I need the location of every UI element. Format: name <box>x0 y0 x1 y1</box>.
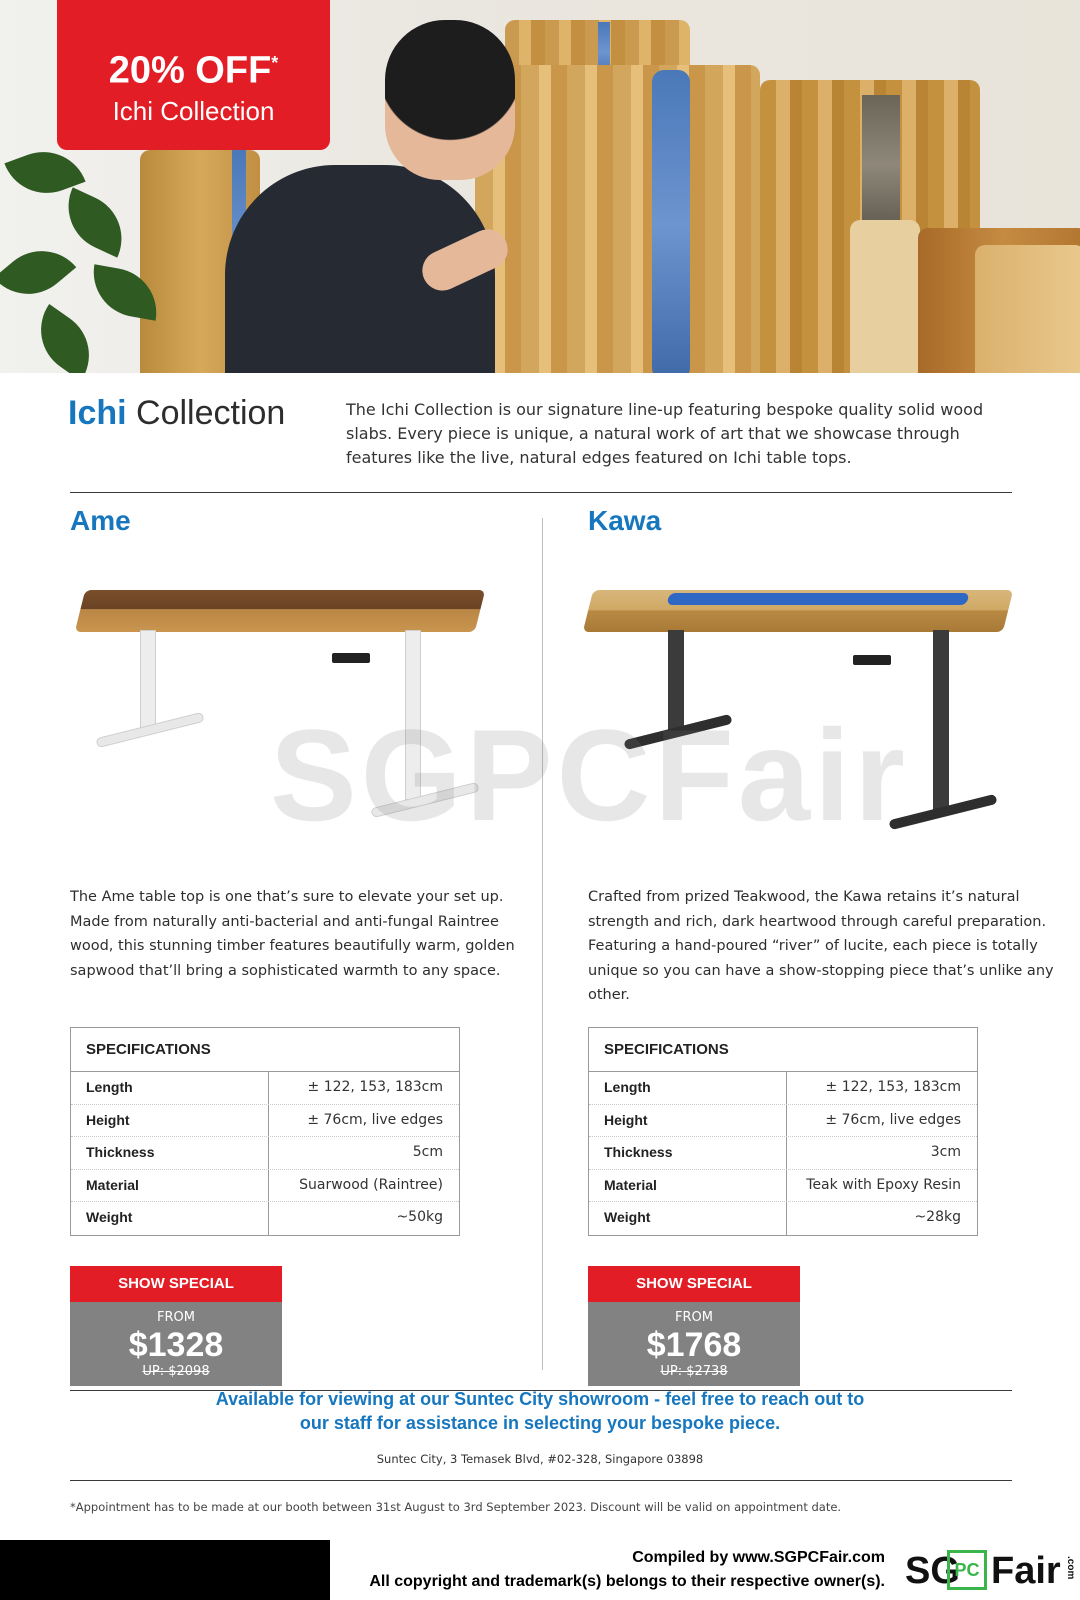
spec-label: Thickness <box>71 1137 269 1169</box>
spec-value: ~50kg <box>396 1209 443 1225</box>
spec-value: 5cm <box>412 1144 443 1160</box>
promo-discount: 20% OFF* <box>108 49 279 92</box>
specifications-header: SPECIFICATIONS <box>589 1028 977 1072</box>
sgpcfair-logo <box>905 1540 1080 1600</box>
collection-title: Ichi Collection <box>68 394 286 432</box>
spec-label: Material <box>589 1170 787 1202</box>
showroom-address: Suntec City, 3 Temasek Blvd, #02-328, Singapore 03898 <box>376 1452 704 1466</box>
show-special-tag: SHOW SPECIAL <box>588 1266 800 1302</box>
availability-line: our staff for assistance in selecting your bespoke piece. <box>299 1413 781 1433</box>
logo-com: .com <box>1065 1556 1076 1580</box>
spec-label: Length <box>71 1072 269 1104</box>
specifications-header: SPECIFICATIONS <box>71 1028 459 1072</box>
desk-foot <box>370 782 479 818</box>
spec-row <box>589 1170 977 1203</box>
column-divider <box>542 518 543 1370</box>
resin-river <box>862 95 900 235</box>
desk-leg <box>405 630 421 800</box>
wood-slab <box>850 220 920 373</box>
price-box <box>70 1302 282 1386</box>
desk-top <box>75 590 485 632</box>
spec-value: ~28kg <box>914 1209 961 1225</box>
desk-leg <box>668 630 684 730</box>
spec-row <box>71 1105 459 1138</box>
divider <box>70 1480 1012 1481</box>
spec-row <box>589 1105 977 1138</box>
spec-label: Weight <box>589 1202 787 1235</box>
show-special-tag: SHOW SPECIAL <box>70 1266 282 1302</box>
price-from: FROM <box>157 1309 195 1325</box>
spec-label: Length <box>589 1072 787 1104</box>
resin-river <box>667 593 970 605</box>
product-name: Kawa <box>588 505 662 536</box>
price-badge <box>70 1266 282 1386</box>
spec-value: ± 122, 153, 183cm <box>825 1079 961 1095</box>
spec-row <box>71 1170 459 1203</box>
spec-value: 3cm <box>930 1144 961 1160</box>
spec-label: Thickness <box>589 1137 787 1169</box>
credit-text <box>330 1546 885 1594</box>
product-name: Ame <box>70 505 131 536</box>
footer-black-bar <box>0 1540 330 1600</box>
product-ame <box>70 505 540 1386</box>
spec-label: Height <box>71 1105 269 1137</box>
availability-line: Available for viewing at our Suntec City showroom - feel free to reach out to <box>215 1389 865 1409</box>
spec-value: ± 76cm, live edges <box>307 1111 443 1128</box>
spec-label: Weight <box>71 1202 269 1235</box>
resin-river <box>652 70 690 373</box>
desk-leg <box>933 630 949 810</box>
spec-value: Suarwood (Raintree) <box>299 1176 443 1193</box>
person-head <box>385 20 515 180</box>
spec-row <box>589 1072 977 1105</box>
desk-leg <box>140 630 156 730</box>
price-badge <box>588 1266 800 1386</box>
price-amount: $1768 <box>646 1325 742 1364</box>
control-panel <box>332 653 370 663</box>
logo-sg: SG <box>905 1550 960 1592</box>
spec-value: Teak with Epoxy Resin <box>806 1176 961 1193</box>
credit-line: Compiled by www.SGPCFair.com <box>632 1549 885 1566</box>
desk-image-ame <box>70 545 540 845</box>
price-from: FROM <box>675 1309 713 1325</box>
plant-leaf <box>54 187 136 257</box>
price-box <box>588 1302 800 1386</box>
promo-collection: Ichi Collection <box>112 95 275 126</box>
divider <box>70 492 1012 493</box>
spec-row <box>589 1137 977 1170</box>
product-description: The Ame table top is one that’s sure to elevate your set up. Made from naturally anti-bacterial and anti-fungal Raintree wood, this stunning timber features beautifully warm, golden sapwood that’ll bring a sophisticated warmth to any space. <box>70 889 515 979</box>
product-description: Crafted from prized Teakwood, the Kawa retains it’s natural strength and rich, dark heartwood through careful preparation. Featuring a hand-poured “river” of lucite, each piece is totally unique so you can have a show-stopping piece that’s unlike any other. <box>588 889 1054 1003</box>
control-panel <box>853 655 891 665</box>
specifications-table <box>70 1027 460 1236</box>
spec-value: ± 76cm, live edges <box>825 1111 961 1128</box>
watermark: SGPCFair <box>270 702 909 848</box>
showroom-availability <box>70 1387 1010 1435</box>
logo-fair: Fair <box>991 1550 1061 1592</box>
plant-leaf <box>23 304 106 373</box>
desk-image-kawa <box>588 545 1058 845</box>
logo-pc: PC <box>947 1550 987 1590</box>
wood-slab <box>975 245 1080 373</box>
spec-row <box>71 1137 459 1170</box>
spec-row <box>71 1202 459 1235</box>
hero-image <box>0 0 1080 373</box>
spec-row <box>589 1202 977 1235</box>
collection-description: The Ichi Collection is our signature line-up featuring bespoke quality solid wood slabs. Every piece is unique, a natural work of art that we showcase through features like the live, natural edges featured on Ichi table tops. <box>346 400 984 467</box>
wood-slab <box>475 65 760 373</box>
original-price: UP: $2098 <box>142 1363 210 1379</box>
price-amount: $1328 <box>128 1325 224 1364</box>
promo-badge <box>57 0 330 150</box>
specifications-table <box>588 1027 978 1236</box>
product-kawa <box>588 505 1058 1386</box>
credit-line: All copyright and trademark(s) belongs to their respective owner(s). <box>369 1573 885 1590</box>
spec-label: Material <box>71 1170 269 1202</box>
appointment-note: *Appointment has to be made at our booth between 31st August to 3rd September 2023. Discount will be valid on appointment date. <box>70 1500 842 1514</box>
spec-row <box>71 1072 459 1105</box>
plant-leaf <box>0 233 76 312</box>
original-price: UP: $2738 <box>660 1363 728 1379</box>
spec-value: ± 122, 153, 183cm <box>307 1079 443 1095</box>
spec-label: Height <box>589 1105 787 1137</box>
